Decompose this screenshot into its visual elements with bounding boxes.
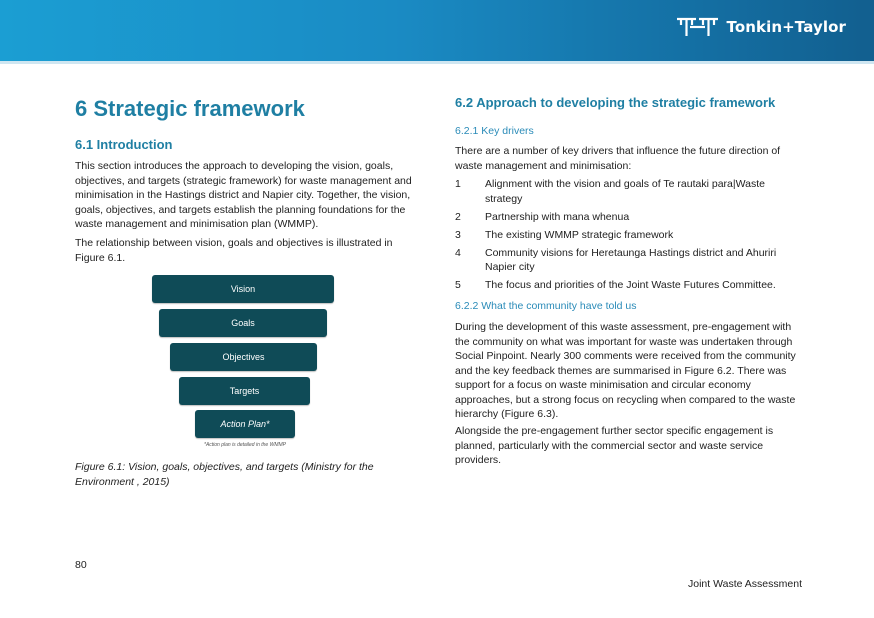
heading-key-drivers: 6.2.1 Key drivers — [455, 125, 534, 137]
funnel-level-action-plan: Action Plan* — [195, 410, 295, 438]
key-drivers-list — [455, 177, 795, 296]
subsection-title-introduction: 6.1 Introduction — [75, 137, 173, 152]
community-paragraph: During the development of this waste assessment, pre-engagement with the community on what was important for waste was undertaken through Social Pinpoint. Nearly 300 comments were received from the community and the key feedback themes are summarised in Figure 6.2. There was support for a focus on waste minimisation and circular economy approaches, but a strong focus on recycling when compared to the waste hierarchy (Figure 6.3). — [455, 321, 796, 420]
drivers-intro-paragraph: There are a number of key drivers that influence the future direction of waste management and minimisation: — [455, 145, 781, 172]
relationship-paragraph: The relationship between vision, goals and objectives is illustrated in Figure 6.1. — [75, 237, 393, 264]
list-item: 3 The existing WMMP strategic framework — [455, 228, 674, 241]
funnel-level-objectives: Objectives — [170, 343, 317, 371]
intro-paragraph: This section introduces the approach to developing the vision, goals, objectives, and targets (strategic framework) for waste management and minimisation in the Hastings district and Napier city. Together, the vision, goals, objectives, and targets establish the planning foundations for the waste management and minimisation plan (WMMP). — [75, 160, 412, 230]
funnel-level-goals: Goals — [159, 309, 327, 337]
funnel-level-targets: Targets — [179, 377, 310, 405]
section-title: 6 Strategic framework — [75, 96, 305, 121]
funnel-level-vision: Vision — [152, 275, 334, 303]
engagement-paragraph: Alongside the pre-engagement further sector specific engagement is planned, particularly with the commercial sector and waste service providers. — [455, 425, 774, 466]
brand-logo — [676, 16, 846, 38]
tonkin-taylor-logo-icon — [676, 16, 720, 38]
header-divider — [0, 61, 874, 64]
heading-community-feedback: 6.2.2 What the community have told us — [455, 300, 637, 312]
list-item: 1 Alignment with the vision and goals of Te rautaki para|Waste strategy — [455, 178, 765, 205]
figure-caption: Figure 6.1: Vision, goals, objectives, and targets (Ministry for the Environment , 2015) — [75, 461, 374, 488]
list-item: 5 The focus and priorities of the Joint Waste Futures Committee. — [455, 279, 776, 291]
page-header-banner — [0, 0, 874, 61]
funnel-footnote: *Action plan is detailed in the WMMP — [204, 442, 286, 448]
subsection-title-approach: 6.2 Approach to developing the strategic framework — [455, 95, 776, 110]
page-number: 80 — [75, 559, 87, 571]
brand-name: Tonkin+Taylor — [726, 18, 846, 36]
document-title-footer: Joint Waste Assessment — [688, 578, 802, 590]
list-item: 2 Partnership with mana whenua — [455, 210, 630, 223]
list-item: 4 Community visions for Heretaunga Hastings district and Ahuriri Napier city — [455, 246, 777, 273]
